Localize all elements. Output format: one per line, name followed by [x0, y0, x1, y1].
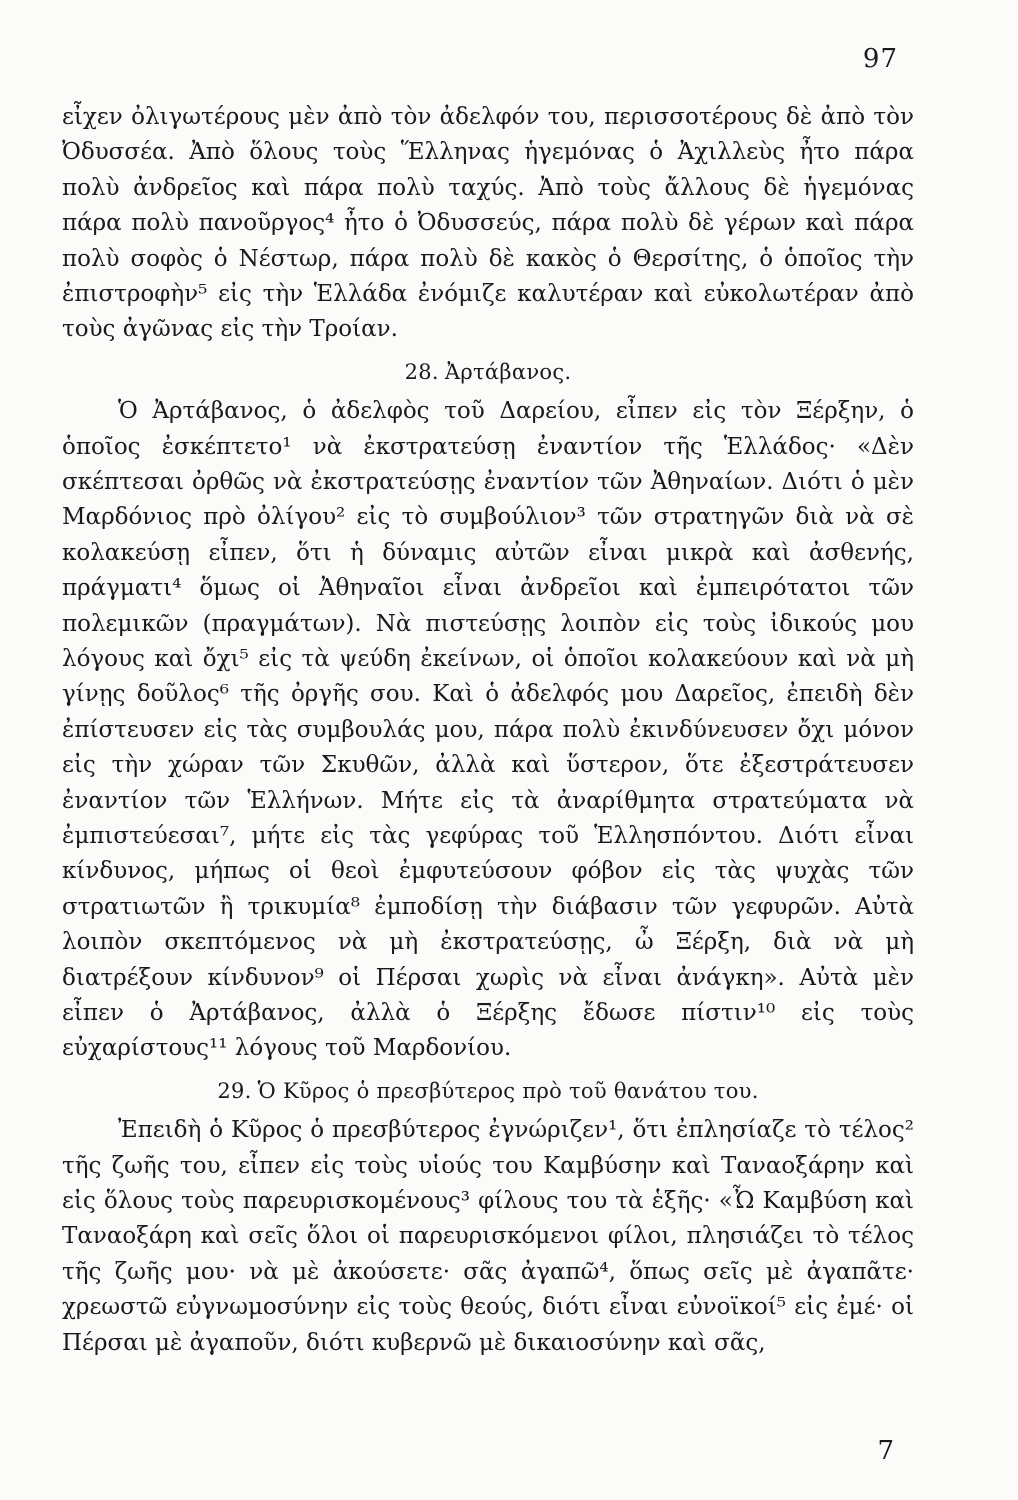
- section-heading-29: [62, 1075, 914, 1107]
- paragraph-artabanos: Ὁ Ἀρτάβανος, ὁ ἀδελφὸς τοῦ Δαρείου, εἶπεν εἰς τὸν Ξέρξην, ὁ ὁποῖος ἐσκέπτετο¹ νὰ ἐκστρατεύσῃ ἐναντίον τῆς Ἑλλάδος· «Δὲν σκέπτεσαι ὀρθῶς νὰ ἐκστρατεύσῃς ἐναντίον τῶν Ἀθηναίων. Διότι ὁ μὲν Μαρδόνιος πρὸ ὀλίγου² εἰς τὸ συμβούλιον³ τῶν στρατηγῶν διὰ νὰ σὲ κολακεύσῃ εἶπεν, ὅτι ἡ δύναμις αὐτῶν εἶναι μικρὰ καὶ ἀσθενής, πράγματι⁴ ὅμως οἱ Ἀθηναῖοι εἶναι ἀνδρεῖοι καὶ ἐμπειρότατοι τῶν πολεμικῶν (πραγμάτων). Νὰ πιστεύσῃς λοιπὸν εἰς τοὺς ἰδικούς μου λόγους καὶ ὄχι⁵ εἰς τὰ ψεύδη ἐκείνων, οἱ ὁποῖοι κολακεύουν καὶ νὰ μὴ γίνῃς δοῦλος⁶ τῆς ὀργῆς σου. Καὶ ὁ ἀδελφός μου Δαρεῖος, ἐπειδὴ δὲν ἐπίστευσεν εἰς τὰς συμβουλάς μου, πάρα πολὺ ἐκινδύνευσεν ὄχι μόνον εἰς τὴν χώραν τῶν Σκυθῶν, ἀλλὰ καὶ ὕστερον, ὅτε ἐξεστράτευσεν ἐναντίον τῶν Ἑλλήνων. Μήτε εἰς τὰ ἀναρίθμητα στρατεύματα νὰ ἐμπιστεύεσαι⁷, μήτε εἰς τὰς γεφύρας τοῦ Ἑλλησπόντου. Διότι εἶναι κίνδυνος, μήπως οἱ θεοὶ ἐμφυτεύσουν φόβον εἰς τὰς ψυχὰς τῶν στρατιωτῶν ἢ τρικυμία⁸ ἐμποδίσῃ τὴν διάβασιν τῶν γεφυρῶν. Αὐτὰ λοιπὸν σκεπτόμενος νὰ μὴ ἐκστρατεύσῃς, ὦ Ξέρξη, διὰ νὰ μὴ διατρέξουν κίνδυνον⁹ οἱ Πέρσαι χωρὶς νὰ εἶναι ἀνάγκη». Αὐτὰ μὲν εἶπεν ὁ Ἀρτάβανος, ἀλλὰ ὁ Ξέρξης ἔδωσε πίστιν¹⁰ εἰς τοὺς εὐχαρίστους¹¹ λόγους τοῦ Μαρδονίου.: [62, 398, 914, 1062]
- section-title: Ἀρτάβανος.: [444, 359, 572, 384]
- section-heading-28: [62, 356, 914, 388]
- section-number: 29.: [217, 1078, 252, 1103]
- signature-mark: 7: [877, 1436, 894, 1466]
- section-title: Ὁ Κῦρος ὁ πρεσβύτερος πρὸ τοῦ θανάτου του.: [257, 1078, 759, 1103]
- paragraph-continuation: εἶχεν ὀλιγωτέρους μὲν ἀπὸ τὸν ἀδελφόν του, περισσοτέρους δὲ ἀπὸ τὸν Ὀδυσσέα. Ἀπὸ ὅλους τοὺς Ἕλληνας ἡγεμόνας ὁ Ἀχιλλεὺς ἦτο πάρα πολὺ ἀνδρεῖος καὶ πάρα πολὺ ταχύς. Ἀπὸ τοὺς ἄλλους δὲ ἡγεμόνας πάρα πολὺ πανοῦργος⁴ ἦτο ὁ Ὀδυσσεύς, πάρα πολὺ δὲ γέρων καὶ πάρα πολὺ σοφὸς ὁ Νέστωρ, πάρα πολὺ δὲ κακὸς ὁ Θερσίτης, ὁ ὁποῖος τὴν ἐπιστροφὴν⁵ εἰς τὴν Ἑλλάδα ἐνόμιζε καλυτέραν καὶ εὐκολωτέραν ἀπὸ τοὺς ἀγῶνας εἰς τὴν Τροίαν.: [62, 104, 914, 343]
- paragraph-kyros: Ἐπειδὴ ὁ Κῦρος ὁ πρεσβύτερος ἐγνώριζεν¹, ὅτι ἐπλησίαζε τὸ τέλος² τῆς ζωῆς του, εἶπεν εἰς τοὺς υἱούς του Καμβύσην καὶ Ταναοξάρην καὶ εἰς ὅλους τοὺς παρευρισκομένους³ φίλους του τὰ ἑξῆς· «Ὦ Καμβύση καὶ Ταναοξάρη καὶ σεῖς ὅλοι οἱ παρευρισκόμενοι φίλοι, πλησιάζει τὸ τέλος τῆς ζωῆς μου· νὰ μὲ ἀκούσετε· σᾶς ἀγαπῶ⁴, ὅπως σεῖς μὲ ἀγαπᾶτε· χρεωστῶ εὐγνωμοσύνην εἰς τοὺς θεούς, διότι εἶναι εὐνοϊκοί⁵ εἰς ἐμέ· οἱ Πέρσαι μὲ ἀγαποῦν, διότι κυβερνῶ μὲ δικαιοσύνην καὶ σᾶς,: [62, 1117, 914, 1356]
- page-body: [62, 100, 914, 1361]
- section-number: 28.: [404, 359, 439, 384]
- page-number: 97: [862, 44, 898, 74]
